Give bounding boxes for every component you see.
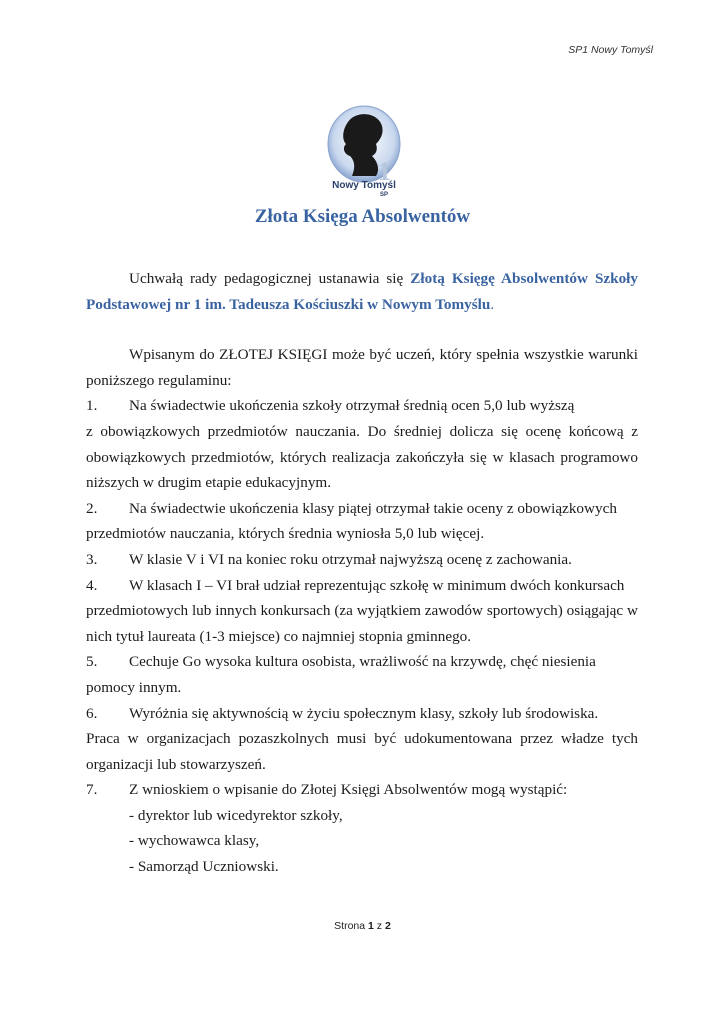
rule-number: 6. [86,704,98,722]
footer-total: 2 [384,920,391,932]
rule-number: 7. [86,781,98,799]
rule-number: 3. [86,550,98,568]
header-school-name: SP1 Nowy Tomyśl [568,44,653,56]
rule-5 [86,649,638,700]
footer-sep: z [376,920,383,932]
footer-label: Strona [334,920,366,932]
logo-town-text: Nowy Tomyśl [332,180,396,191]
intro-paragraph [86,266,638,317]
page-title: Złota Księga Absolwentów [254,206,471,227]
intro-end: . [490,295,495,313]
rule-text: Wyróżnia się aktywnością w życiu społecznym klasy, szkoły lub środowiska. [129,704,599,722]
logo-abbr-text: SP [379,192,389,198]
rule-continuation: z obowiązkowych przedmiotów nauczania. Do średniej dolicza się ocenę końcową z obowiązkowych przedmiotów, których realizacja zakończyła się w klasach programowo niższych w drugim etapie edukacyjnym. [86,422,638,492]
applicant-item: - Samorząd Uczniowski. [129,858,279,876]
document-body [86,266,638,880]
intro-highlight: Złotą Księgę Absolwentów Szkoły Podstawowej nr 1 im. Tadeusza Kościuszki w Nowym Tomyślu [86,270,638,313]
rule-2 [86,496,638,547]
rule-text: W klasie V i VI na koniec roku otrzymał najwyższą ocenę z zachowania. [129,550,572,568]
rule-1 [86,393,638,495]
logo-number: 1 [378,157,391,186]
rule-continuation: przedmiotowych lub innych konkursach (za wyjątkiem zawodów sportowych) osiągając w nich tytuł laureata (1-3 miejsce) co najmniej stopnia gminnego. [86,602,638,645]
rule-4 [86,573,638,650]
rule-3 [86,547,638,573]
rule-continuation: Praca w organizacjach pozaszkolnych musi być udokumentowana przez władze tych organizacji lub stowarzyszeń. [86,730,638,773]
page-footer [0,920,725,932]
rule-continuation: pomocy innym. [86,678,182,696]
school-logo [326,104,402,198]
rule-6 [86,701,638,778]
footer-page: 1 [368,920,374,932]
rule-text: Na świadectwie ukończenia szkoły otrzymał średnią ocen 5,0 lub wyższą [129,397,575,415]
rule-number: 1. [86,397,98,415]
rule-continuation: przedmiotów nauczania, których średnia wyniosła 5,0 lub więcej. [86,525,485,543]
rule-text: Z wnioskiem o wpisanie do Złotej Księgi Absolwentów mogą wystąpić: [129,781,568,799]
applicant-item: - wychowawca klasy, [129,832,260,850]
rule-number: 5. [86,653,98,671]
rule-text: W klasach I – VI brał udział reprezentując szkołę w minimum dwóch konkursach [129,576,625,594]
rule-7 [86,777,638,803]
rule-number: 2. [86,499,98,517]
rule-text: Cechuje Go wysoka kultura osobista, wrażliwość na krzywdę, chęć niesienia [129,653,596,671]
intro-lead: Uchwałą rady pedagogicznej ustanawia się [129,270,411,287]
rule-number: 4. [86,576,98,594]
applicant-item: - dyrektor lub wicedyrektor szkoły, [129,806,343,824]
eligibility-paragraph: Wpisanym do ZŁOTEJ KSIĘGI może być uczeń, który spełnia wszystkie warunki poniższego regulaminu: [86,346,638,389]
rule-text: Na świadectwie ukończenia klasy piątej otrzymał takie oceny z obowiązkowych [129,499,617,517]
